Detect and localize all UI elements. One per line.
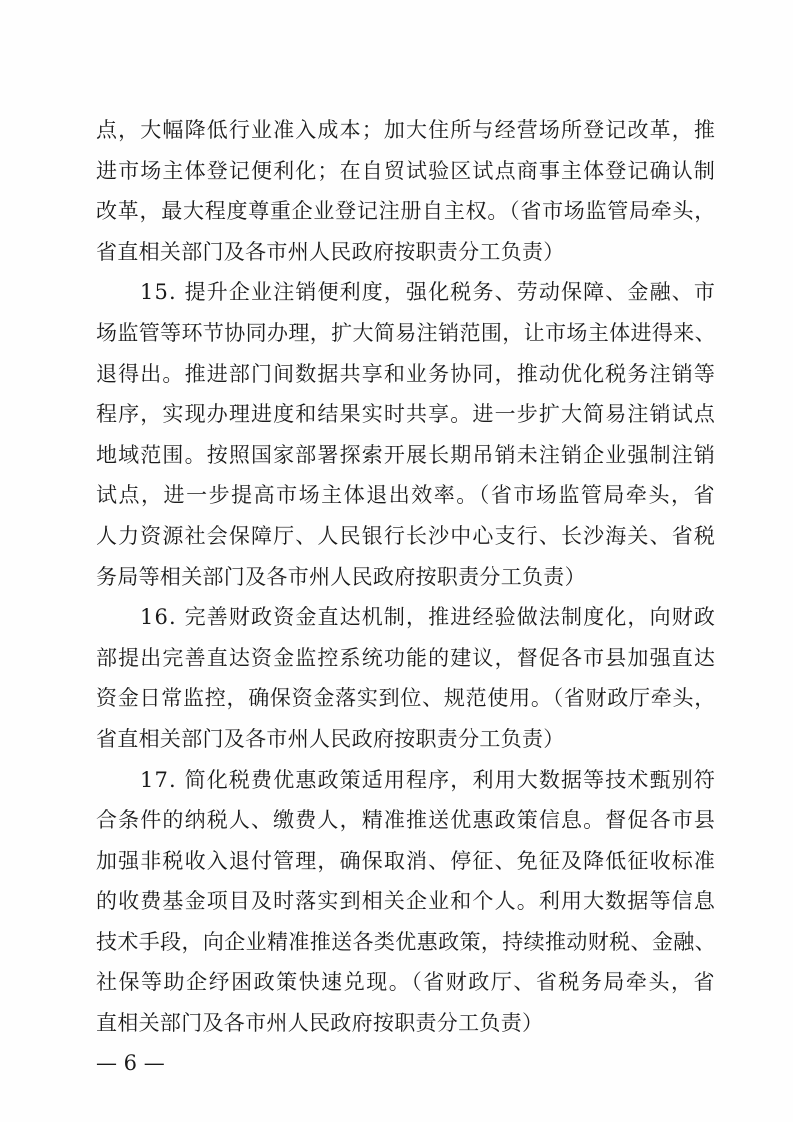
text-line: 16. 完善财政资金直达机制，推进经验做法制度化，向财政 — [140, 605, 716, 630]
text-line: 部提出完善直达资金监控系统功能的建议，督促各市县加强直达 — [96, 645, 716, 670]
text-line: 试点，进一步提高市场主体退出效率。（省市场监管局牵头，省 — [96, 483, 716, 508]
text-line: 合条件的纳税人、缴费人，精准推送优惠政策信息。督促各市县 — [96, 808, 716, 833]
text-line: 加强非税收入退付管理，确保取消、停征、免征及降低征收标准 — [96, 848, 716, 873]
text-line: 直相关部门及各市州人民政府按职责分工负责） — [96, 1011, 544, 1036]
text-line: 改革，最大程度尊重企业登记注册自主权。（省市场监管局牵头， — [96, 199, 716, 224]
text-line: 资金日常监控，确保资金落实到位、规范使用。（省财政厅牵头， — [96, 686, 716, 711]
text-line: 务局等相关部门及各市州人民政府按职责分工负责） — [96, 564, 586, 589]
text-line: 退得出。推进部门间数据共享和业务协同，推动优化税务注销等 — [96, 361, 716, 386]
text-line: 技术手段，向企业精准推送各类优惠政策，持续推动财税、金融、 — [96, 929, 716, 954]
text-line: 地域范围。按照国家部署探索开展长期吊销未注销企业强制注销 — [96, 442, 716, 467]
page-number: — 6 — — [96, 1051, 165, 1075]
text-line: 社保等助企纾困政策快速兑现。（省财政厅、省税务局牵头，省 — [96, 970, 716, 995]
text-line: 省直相关部门及各市州人民政府按职责分工负责） — [96, 726, 565, 751]
text-line: 场监管等环节协同办理，扩大简易注销范围，让市场主体进得来、 — [96, 320, 716, 345]
text-line: 人力资源社会保障厅、人民银行长沙中心支行、长沙海关、省税 — [96, 523, 716, 548]
text-line: 的收费基金项目及时落实到相关企业和个人。利用大数据等信息 — [96, 889, 716, 914]
text-line: 15. 提升企业注销便利度，强化税务、劳动保障、金融、市 — [140, 280, 716, 305]
text-line: 进市场主体登记便利化；在自贸试验区试点商事主体登记确认制 — [96, 158, 716, 183]
text-line: 17. 简化税费优惠政策适用程序，利用大数据等技术甄别符 — [140, 767, 716, 792]
text-line: 点，大幅降低行业准入成本；加大住所与经营场所登记改革，推 — [96, 118, 716, 142]
body-text — [96, 110, 716, 1044]
text-line: 省直相关部门及各市州人民政府按职责分工负责） — [96, 239, 565, 264]
text-line: 程序，实现办理进度和结果实时共享。进一步扩大简易注销试点 — [96, 402, 716, 427]
